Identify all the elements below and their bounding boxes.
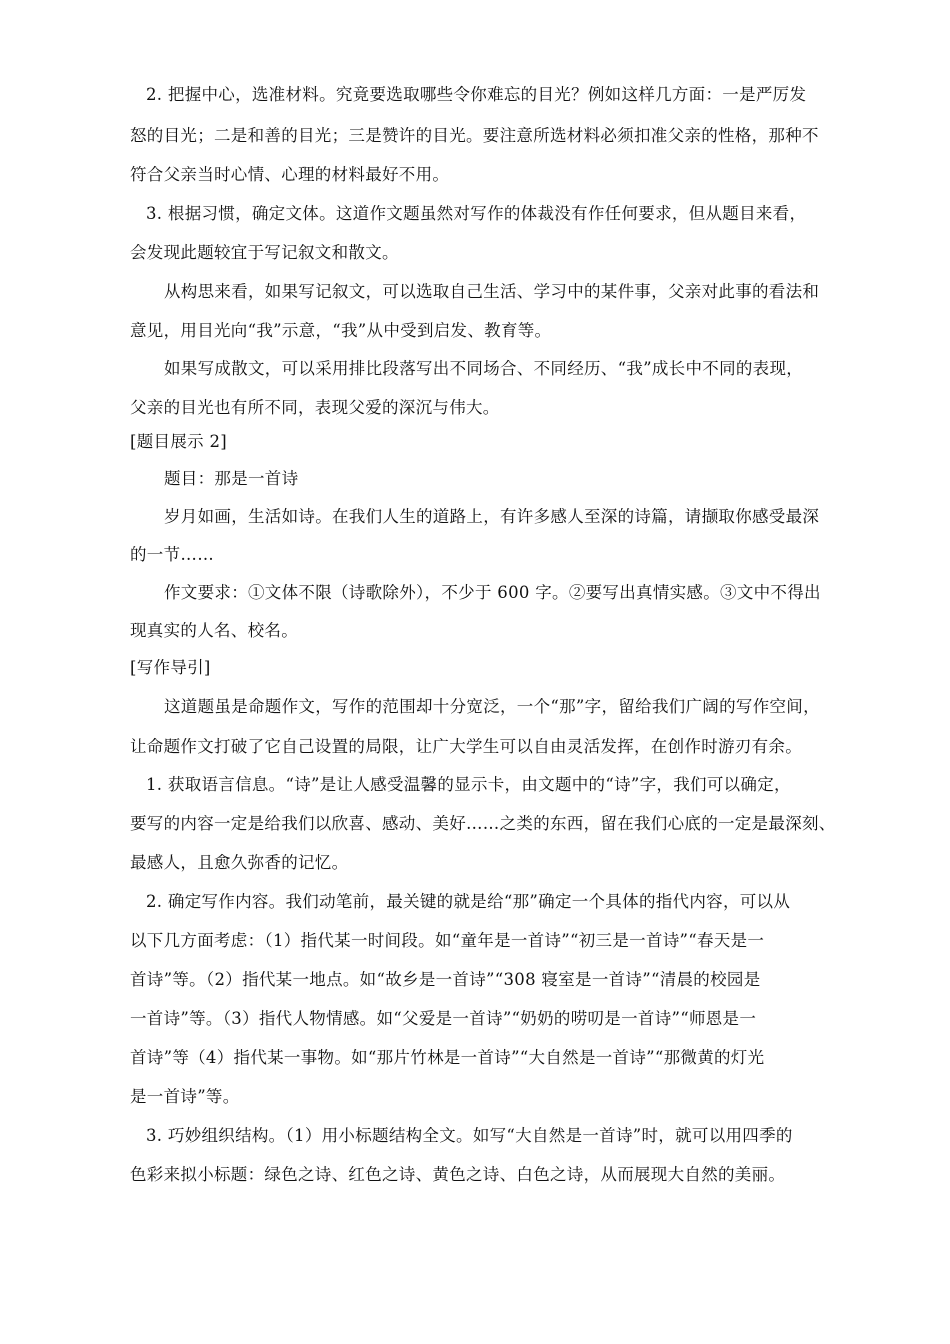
text-line: 2. 确定写作内容。我们动笔前，最关键的就是给“那”确定一个具体的指代内容，可以从 — [146, 892, 791, 911]
text-line: 怒的目光；二是和善的目光；三是赞许的目光。要注意所选材料必须扣准父亲的性格，那种不 — [130, 126, 819, 145]
text-line: 作文要求：①文体不限（诗歌除外），不少于 600 字。②要写出真情实感。③文中不得出 — [164, 583, 821, 602]
text-line: 符合父亲当时心情、心理的材料最好不用。 — [130, 165, 450, 184]
text-line: 现真实的人名、校名。 — [130, 621, 298, 640]
text-line: 3. 根据习惯，确定文体。这道作文题虽然对写作的体裁没有作任何要求，但从题目来看， — [146, 204, 807, 223]
text-line: 首诗”等（4）指代某一事物。如“那片竹林是一首诗”“大自然是一首诗”“那微黄的灯光 — [130, 1048, 765, 1067]
text-line: 3. 巧妙组织结构。（1）用小标题结构全文。如写“大自然是一首诗”时，就可以用四季的 — [146, 1126, 793, 1145]
text-line: 1. 获取语言信息。“诗”是让人感受温馨的显示卡，由文题中的“诗”字，我们可以确定， — [146, 775, 791, 794]
text-line: 父亲的目光也有所不同，表现父爱的深沉与伟大。 — [130, 398, 500, 417]
text-line: 2. 把握中心，选准材料。究竟要选取哪些令你难忘的目光？例如这样几方面：一是严厉发 — [146, 85, 807, 104]
text-line: 从构思来看，如果写记叙文，可以选取自己生活、学习中的某件事，父亲对此事的看法和 — [164, 282, 820, 301]
text-line: 如果写成散文，可以采用排比段落写出不同场合、不同经历、“我”成长中不同的表现， — [164, 359, 804, 378]
text-line: 要写的内容一定是给我们以欣喜、感动、美好……之类的东西，留在我们心底的一定是最深刻、 — [130, 814, 836, 833]
text-line: 让命题作文打破了它自己设置的局限，让广大学生可以自由灵活发挥，在创作时游刃有余。 — [130, 737, 802, 756]
text-line: 首诗”等。（2）指代某一地点。如“故乡是一首诗”“308 寝室是一首诗”“清晨的校园是 — [130, 970, 761, 989]
text-line: 意见，用目光向“我”示意，“我”从中受到启发、教育等。 — [130, 321, 552, 340]
text-line: 是一首诗”等。 — [130, 1087, 240, 1106]
section-heading: [题目展示 2] — [130, 432, 228, 451]
text-line: 以下几方面考虑：（1）指代某一时间段。如“童年是一首诗”“初三是一首诗”“春天是一 — [130, 931, 765, 950]
text-line: 题目：那是一首诗 — [164, 469, 299, 488]
text-line: 的一节…… — [130, 545, 214, 564]
text-line: 一首诗”等。（3）指代人物情感。如“父爱是一首诗”“奶奶的唠叨是一首诗”“师恩是一 — [130, 1009, 757, 1028]
text-line: 最感人，且愈久弥香的记忆。 — [130, 853, 349, 872]
text-line: 岁月如画，生活如诗。在我们人生的道路上，有许多感人至深的诗篇，请撷取你感受最深 — [164, 507, 820, 526]
text-line: 色彩来拟小标题：绿色之诗、红色之诗、黄色之诗、白色之诗，从而展现大自然的美丽。 — [130, 1165, 786, 1184]
section-heading: [写作导引] — [130, 658, 211, 677]
text-line: 这道题虽是命题作文，写作的范围却十分宽泛，一个“那”字，留给我们广阔的写作空间， — [164, 697, 820, 716]
text-line: 会发现此题较宜于写记叙文和散文。 — [130, 243, 399, 262]
